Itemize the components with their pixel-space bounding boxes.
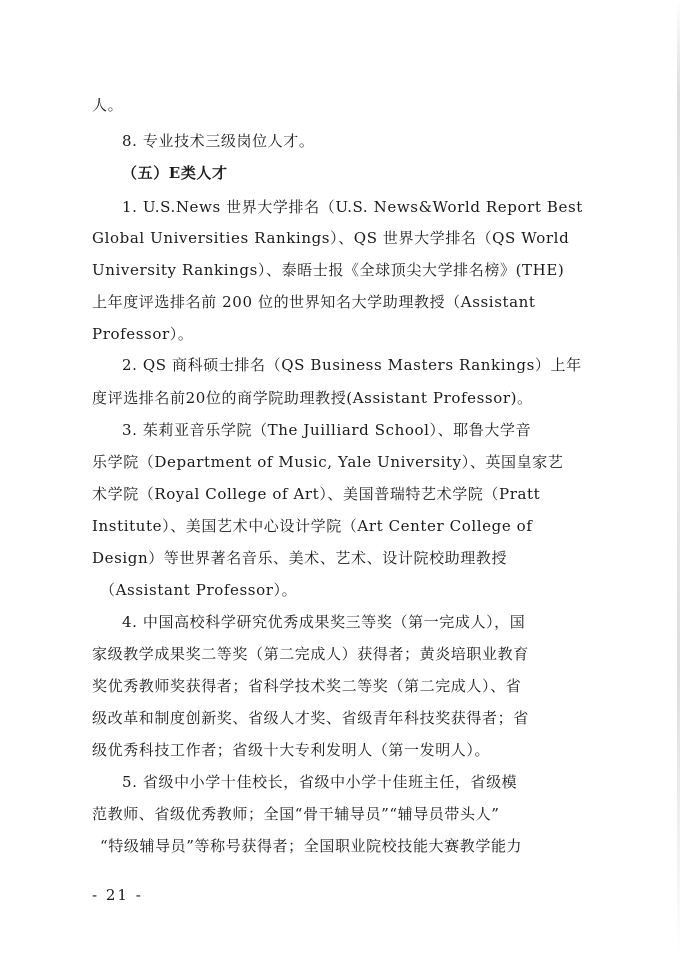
text-line: （Assistant Professor）。 [100,581,298,599]
text-line: 2. QS 商科硕士排名（QS Business Masters Rankings）上年 [122,356,582,374]
text-line: 度评选排名前20位的商学院助理教授(Assistant Professor)。 [92,389,533,407]
text-line: “特级辅导员”等称号获得者；全国职业院校技能大赛教学能力 [100,837,523,855]
text-line: 奖优秀教师奖获得者；省科学技术奖二等奖（第二完成人）、省 [92,677,522,695]
text-line: Institute）、美国艺术中心设计学院（Art Center College of [92,517,533,535]
text-line: Global Universities Rankings）、QS 世界大学排名（QS World [92,229,570,247]
text-line: 级优秀科技工作者；省级十大专利发明人（第一发明人）。 [92,741,491,759]
text-line: 人。 [92,96,124,114]
section-heading: （五）E类人才 [122,164,228,182]
text-line: 术学院（Royal College of Art）、美国普瑞特艺术学院（Pratt [92,485,541,503]
text-line: Design）等世界著名音乐、美术、艺术、设计院校助理教授 [92,549,508,567]
text-line: 3. 茱莉亚音乐学院（The Juilliard School）、耶鲁大学音 [122,421,532,439]
text-line: 乐学院（Department of Music, Yale University）、英国皇家艺 [92,453,564,471]
text-line: 5. 省级中小学十佳校长，省级中小学十佳班主任，省级模 [122,773,518,791]
text-line: 4. 中国高校科学研究优秀成果奖三等奖（第一完成人），国 [122,613,526,631]
text-line: 家级教学成果奖二等奖（第二完成人）获得者；黄炎培职业教育 [92,645,529,663]
text-line: 1. U.S.News 世界大学排名（U.S. News&World Report Best [122,198,583,216]
text-line: 8. 专业技术三级岗位人才。 [122,132,315,150]
text-line: 范教师、省级优秀教师；全国“骨干辅导员”“辅导员带头人” [92,805,500,823]
text-line: Professor）。 [92,325,194,343]
text-line: 级改革和制度创新奖、省级人才奖、省级青年科技奖获得者；省 [92,709,529,727]
text-line: University Rankings）、泰晤士报《全球顶尖大学排名榜》(THE) [92,261,565,279]
page-number: - 21 - [92,886,143,904]
text-line: 上年度评选排名前 200 位的世界知名大学助理教授（Assistant [92,293,536,311]
